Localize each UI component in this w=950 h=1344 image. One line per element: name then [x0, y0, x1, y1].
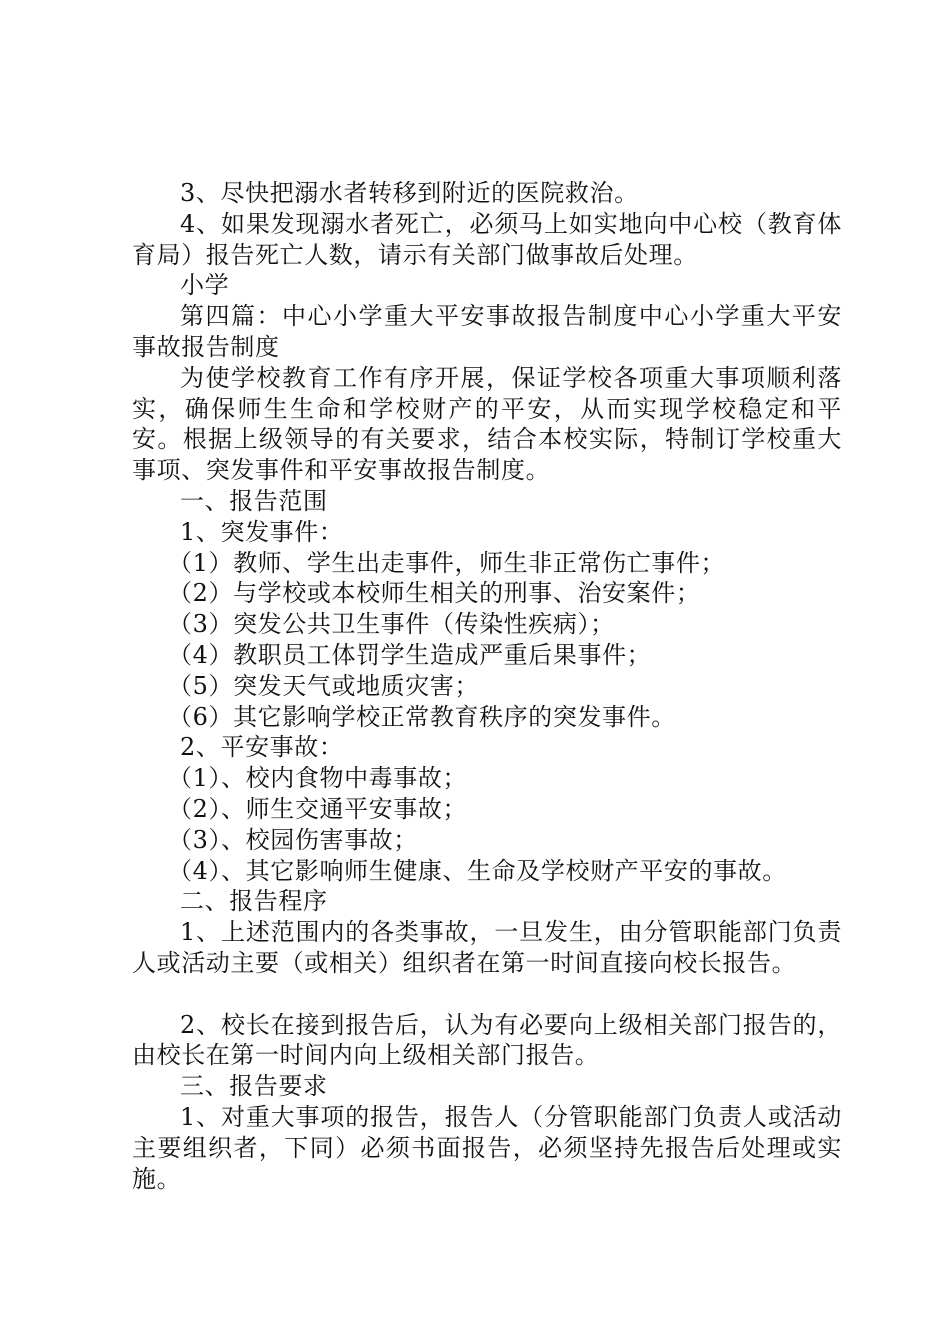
list-item-emergency-3: （3）突发公共卫生事件（传染性疾病）； [168, 610, 615, 639]
subheading-safety-accidents: 2、平安事故： [180, 733, 344, 762]
subheading-emergencies: 1、突发事件： [180, 517, 344, 546]
list-item-accident-4: （4）、其它影响师生健康、生命及学校财产平安的事故。 [168, 856, 787, 885]
paragraph-school-label: 小学 [180, 271, 230, 300]
paragraph-intro: 为使学校教育工作有序开展，保证学校各项重大事项顺利落实，确保师生生命和学校财产的平安，从而实现学校稳定和平安。根据上级领导的有关要求，结合本校实际，特制订学校重大事项、突发事件和平安事故报告制度。 [132, 363, 842, 485]
paragraph-procedure-1: 1、上述范围内的各类事故，一旦发生，由分管职能部门负责人或活动主要（或相关）组织者在第一时间直接向校长报告。 [132, 918, 842, 977]
paragraph-rescue-step-3: 3、尽快把溺水者转移到附近的医院救治。 [180, 179, 639, 207]
section-title-part-four: 第四篇：中心小学重大平安事故报告制度中心小学重大平安事故报告制度 [132, 302, 842, 361]
paragraph-spacer [132, 979, 842, 1010]
heading-report-procedure: 二、报告程序 [180, 887, 328, 916]
document-body [132, 178, 842, 1194]
paragraph-rescue-step-4: 4、如果发现溺水者死亡，必须马上如实地向中心校（教育体育局）报告死亡人数，请示有关部门做事故后处理。 [132, 209, 842, 269]
list-item-emergency-1: （1）教师、学生出走事件，师生非正常伤亡事件； [168, 548, 726, 577]
heading-report-scope: 一、报告范围 [180, 486, 328, 515]
list-item-emergency-2: （2）与学校或本校师生相关的刑事、治安案件； [168, 579, 701, 608]
paragraph-procedure-2: 2、校长在接到报告后，认为有必要向上级相关部门报告的，由校长在第一时间内向上级相关部门报告。 [132, 1010, 842, 1070]
list-item-emergency-4: （4）教职员工体罚学生造成严重后果事件； [168, 640, 652, 669]
list-item-accident-2: （2）、师生交通平安事故； [168, 794, 468, 823]
list-item-accident-3: （3）、校园伤害事故； [168, 825, 418, 854]
paragraph-requirement-1: 1、对重大事项的报告，报告人（分管职能部门负责人或活动主要组织者，下同）必须书面报告，必须坚持先报告后处理或实施。 [132, 1102, 842, 1193]
list-item-emergency-6: （6）其它影响学校正常教育秩序的突发事件。 [168, 702, 676, 731]
heading-report-requirements: 三、报告要求 [180, 1072, 328, 1101]
list-item-accident-1: （1）、校内食物中毒事故； [168, 764, 468, 793]
list-item-emergency-5: （5）突发天气或地质灾害； [168, 671, 480, 700]
